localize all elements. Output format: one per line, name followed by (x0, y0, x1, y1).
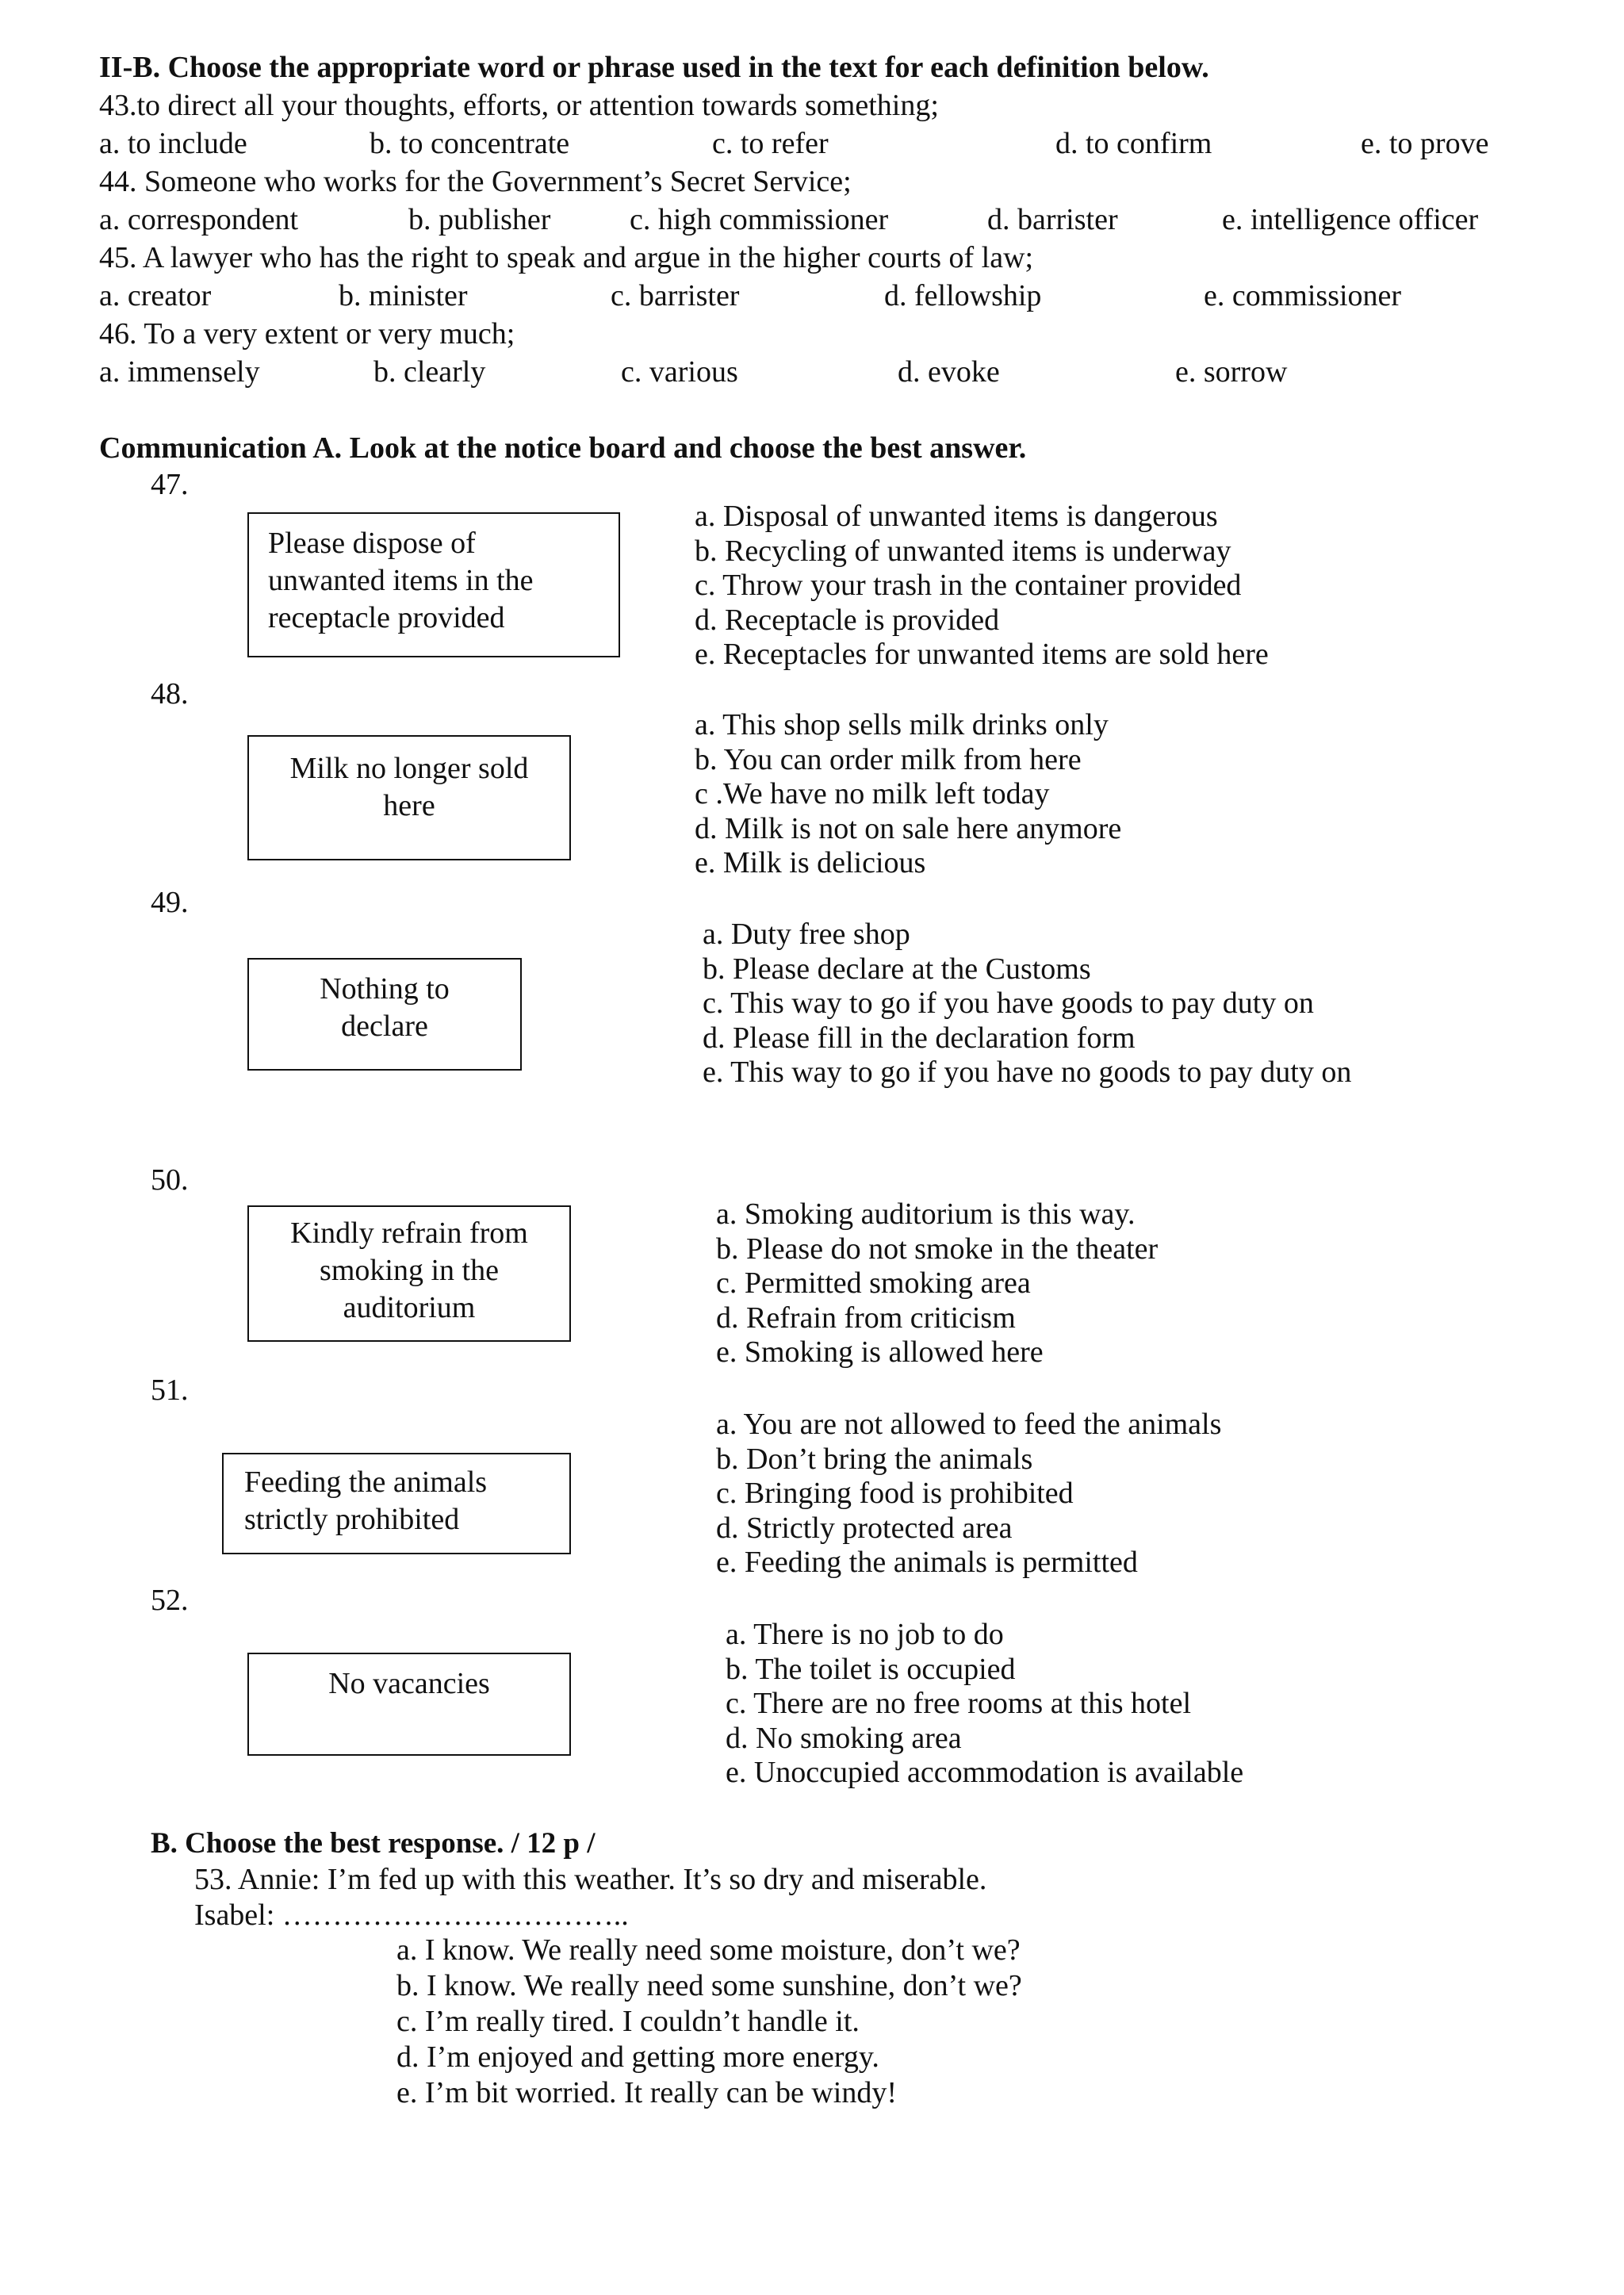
answer-option[interactable]: e. This way to go if you have no goods to pay duty on (703, 1056, 1352, 1089)
answer-option[interactable]: c. This way to go if you have goods to pay duty on (703, 987, 1314, 1020)
answer-option[interactable]: e. Feeding the animals is permitted (716, 1546, 1138, 1579)
question-53-options (396, 1933, 1022, 2111)
question-46-option-d[interactable]: d. evoke (898, 355, 1000, 389)
question-44-option-e[interactable]: e. intelligence officer (1222, 203, 1479, 236)
notice-box (247, 512, 620, 657)
answer-option[interactable]: e. Unoccupied accommodation is available (726, 1756, 1244, 1789)
answer-option[interactable]: b. Please declare at the Customs (703, 952, 1091, 986)
answer-option[interactable]: c. There are no free rooms at this hotel (726, 1687, 1192, 1720)
item-number: 47. (151, 468, 189, 501)
section-iib-heading: II-B. Choose the appropriate word or phrase used in the text for each definition below. (99, 51, 1209, 84)
answer-option[interactable]: b. Don’t bring the animals (716, 1442, 1033, 1476)
answer-option[interactable]: e. Milk is delicious (695, 846, 926, 879)
question-45-prompt: 45. A lawyer who has the right to speak and argue in the higher courts of law; (99, 241, 1034, 274)
notice-line: smoking in the (320, 1254, 499, 1287)
notice-line: unwanted items in the (268, 564, 534, 597)
answer-option[interactable]: a. Duty free shop (703, 918, 910, 951)
notice-line: Kindly refrain from (290, 1216, 528, 1250)
question-46-option-a[interactable]: a. immensely (99, 355, 260, 389)
notice-line: Nothing to (320, 972, 450, 1006)
item-number: 52. (151, 1584, 189, 1617)
answer-option[interactable]: a. You are not allowed to feed the animals (716, 1408, 1222, 1441)
section-b-heading: B. Choose the best response. / 12 p / (151, 1827, 596, 1860)
answer-option[interactable]: b. Recycling of unwanted items is underway (695, 534, 1231, 568)
notice-line: Milk no longer sold (289, 752, 529, 785)
notice-line: auditorium (343, 1291, 476, 1324)
question-43-option-b[interactable]: b. to concentrate (370, 127, 570, 160)
item-52-options (726, 1618, 1243, 1791)
communication-heading: Communication A. Look at the notice board and choose the best answer. (99, 431, 1027, 465)
question-46-option-b[interactable]: b. clearly (373, 355, 486, 389)
answer-option[interactable]: d. I’m enjoyed and getting more energy. (396, 2040, 879, 2074)
question-43-option-a[interactable]: a. to include (99, 127, 247, 160)
question-45-option-a[interactable]: a. creator (99, 279, 212, 312)
item-47-options (695, 500, 1269, 672)
answer-option[interactable]: c. I’m really tired. I couldn’t handle it. (396, 2005, 860, 2038)
answer-option[interactable]: b. I know. We really need some sunshine, don’t we? (396, 1969, 1022, 2002)
answer-option[interactable]: b. Please do not smoke in the theater (716, 1232, 1159, 1266)
notice-line: Please dispose of (268, 527, 476, 560)
answer-option[interactable]: d. Strictly protected area (716, 1511, 1013, 1545)
question-45-option-d[interactable]: d. fellowship (884, 279, 1042, 312)
question-45-option-c[interactable]: c. barrister (611, 279, 740, 312)
item-number: 51. (151, 1374, 189, 1407)
question-43-option-c[interactable]: c. to refer (712, 127, 829, 160)
answer-option[interactable]: d. No smoking area (726, 1721, 962, 1755)
notice-line: receptacle provided (268, 601, 505, 634)
question-46-option-c[interactable]: c. various (621, 355, 738, 389)
answer-option[interactable]: a. Smoking auditorium is this way. (716, 1197, 1136, 1231)
item-48-options (695, 708, 1121, 881)
item-51-options (716, 1408, 1221, 1580)
answer-option[interactable]: c .We have no milk left today (695, 777, 1050, 810)
question-43-option-e[interactable]: e. to prove (1361, 127, 1489, 160)
item-number: 48. (151, 677, 189, 711)
answer-option[interactable]: d. Please fill in the declaration form (703, 1021, 1136, 1055)
question-44-prompt: 44. Someone who works for the Government’s Secret Service; (99, 165, 852, 198)
answer-option[interactable]: e. I’m bit worried. It really can be windy! (396, 2076, 897, 2109)
answer-option[interactable]: d. Receptacle is provided (695, 603, 1000, 637)
question-43-option-d[interactable]: d. to confirm (1055, 127, 1212, 160)
item-number: 49. (151, 886, 189, 919)
answer-option[interactable]: e. Receptacles for unwanted items are sold here (695, 638, 1269, 671)
notice-line: here (383, 789, 435, 822)
question-53-line1: 53. Annie: I’m fed up with this weather. It’s so dry and miserable. (194, 1863, 987, 1896)
question-43-prompt: 43.to direct all your thoughts, efforts, or attention towards something; (99, 89, 939, 122)
notice-line: No vacancies (328, 1667, 490, 1700)
answer-option[interactable]: a. There is no job to do (726, 1618, 1004, 1651)
answer-option[interactable]: a. This shop sells milk drinks only (695, 708, 1109, 741)
item-49-options (703, 918, 1351, 1090)
question-44-option-d[interactable]: d. barrister (987, 203, 1118, 236)
answer-option[interactable]: c. Permitted smoking area (716, 1266, 1031, 1300)
question-45-option-b[interactable]: b. minister (339, 279, 468, 312)
answer-option[interactable]: a. Disposal of unwanted items is dangerous (695, 500, 1218, 533)
notice-line: declare (341, 1010, 428, 1043)
question-44-option-c[interactable]: c. high commissioner (630, 203, 889, 236)
answer-option[interactable]: b. The toilet is occupied (726, 1652, 1016, 1686)
answer-option[interactable]: d. Milk is not on sale here anymore (695, 811, 1122, 845)
answer-option[interactable]: c. Bringing food is prohibited (716, 1477, 1074, 1510)
answer-option[interactable]: a. I know. We really need some moisture, don’t we? (396, 1933, 1021, 1967)
answer-option[interactable]: e. Smoking is allowed here (716, 1335, 1044, 1369)
question-45-option-e[interactable]: e. commissioner (1204, 279, 1402, 312)
question-46-option-e[interactable]: e. sorrow (1175, 355, 1288, 389)
answer-option[interactable]: d. Refrain from criticism (716, 1301, 1016, 1335)
notice-box (247, 1205, 571, 1342)
question-44-option-b[interactable]: b. publisher (408, 203, 551, 236)
notice-box (247, 1653, 571, 1756)
notice-box (247, 958, 522, 1071)
notice-line: strictly prohibited (244, 1503, 460, 1536)
question-53-line2: Isabel: …………………………….. (194, 1898, 629, 1932)
question-46-prompt: 46. To a very extent or very much; (99, 317, 515, 351)
answer-option[interactable]: c. Throw your trash in the container provided (695, 569, 1242, 602)
notice-line: Feeding the animals (244, 1466, 488, 1499)
item-number: 50. (151, 1163, 189, 1197)
notice-box (222, 1453, 571, 1554)
item-50-options (716, 1197, 1158, 1370)
notice-box (247, 735, 571, 860)
answer-option[interactable]: b. You can order milk from here (695, 742, 1082, 776)
question-44-option-a[interactable]: a. correspondent (99, 203, 299, 236)
